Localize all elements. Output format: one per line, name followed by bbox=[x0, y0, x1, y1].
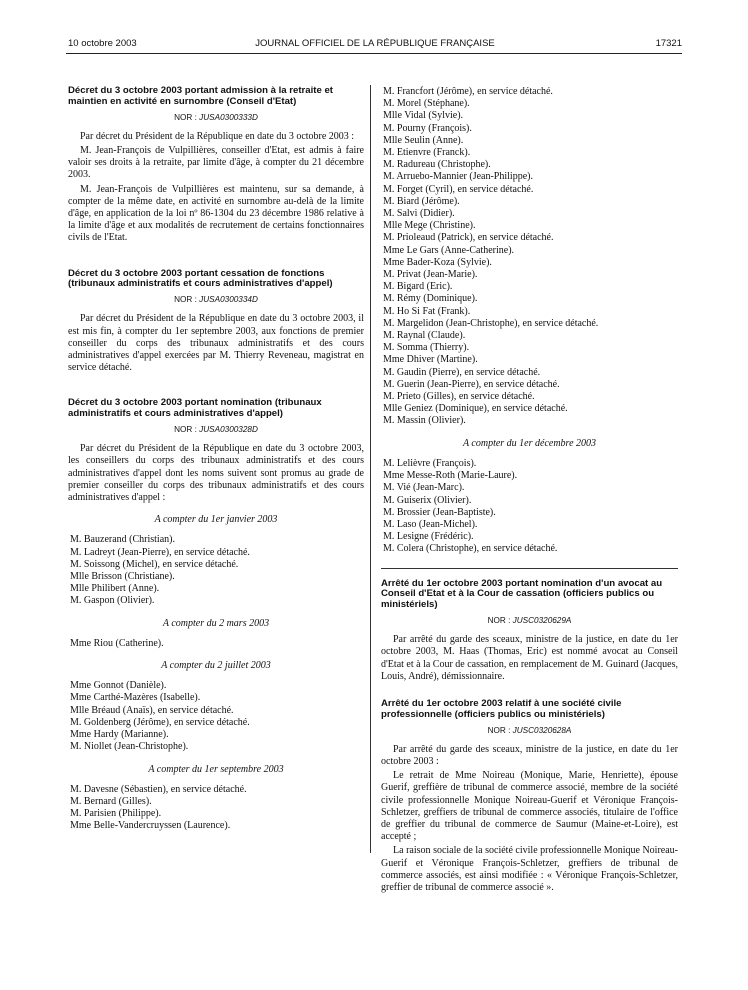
name-list bbox=[68, 784, 364, 833]
list-item: Mme Carthé-Mazères (Isabelle). bbox=[70, 692, 201, 704]
decree-title: Décret du 3 octobre 2003 portant nomination (tribunaux administratifs et cours administratives d'appel) bbox=[68, 397, 322, 420]
list-item: M. Goldenberg (Jérôme), en service détaché. bbox=[70, 716, 250, 728]
list-item: Mme Le Gars (Anne-Catherine). bbox=[383, 244, 515, 256]
name-list-continued bbox=[381, 86, 678, 428]
nor-label: NOR : bbox=[174, 295, 197, 305]
list-item: Mme Gonnot (Danièle). bbox=[70, 680, 167, 692]
list-item: M. Colera (Christophe), en service détaché. bbox=[383, 543, 558, 555]
effective-date-heading: A compter du 1er décembre 2003 bbox=[462, 437, 597, 449]
decree-title: Décret du 3 octobre 2003 portant admission à la retraite et maintien en activité en surnombre (Conseil d'Etat) bbox=[68, 85, 333, 107]
list-item: M. Somma (Thierry). bbox=[383, 342, 470, 354]
nor-code: JUSC0320628A bbox=[512, 725, 572, 735]
nor-code: JUSA0300333D bbox=[199, 112, 258, 122]
list-item: M. Guiserix (Olivier). bbox=[383, 494, 472, 506]
arrete-avocat bbox=[381, 579, 678, 683]
list-item: Mme Hardy (Marianne). bbox=[70, 729, 169, 741]
list-item: M. Gaudin (Pierre), en service détaché. bbox=[383, 366, 541, 378]
list-item: M. Radureau (Christophe). bbox=[383, 159, 491, 171]
list-item: M. Laso (Jean-Michel). bbox=[383, 518, 478, 530]
page-header bbox=[68, 38, 682, 54]
list-item: M. Guerin (Jean-Pierre), en service détaché. bbox=[383, 378, 560, 390]
decree-cessation bbox=[68, 269, 364, 375]
list-item: M. Bigard (Eric). bbox=[383, 281, 453, 293]
list-item: M. Morel (Stéphane). bbox=[383, 98, 470, 110]
section-divider bbox=[381, 568, 678, 569]
decree-nomination bbox=[68, 398, 364, 832]
effective-date-heading: A compter du 1er septembre 2003 bbox=[148, 763, 284, 775]
list-item: M. Privat (Jean-Marie). bbox=[383, 269, 478, 281]
list-item: M. Etienvre (Franck). bbox=[383, 147, 471, 159]
list-item: M. Salvi (Didier). bbox=[383, 208, 455, 220]
nor-reference bbox=[68, 294, 364, 306]
list-item: Mlle Philibert (Anne). bbox=[70, 583, 160, 595]
arrete-title: Arrêté du 1er octobre 2003 relatif à une société civile professionnelle (officiers publics ou ministériels) bbox=[381, 697, 622, 720]
list-item: Mlle Vidal (Sylvie). bbox=[383, 110, 464, 122]
effective-date-heading: A compter du 1er janvier 2003 bbox=[154, 514, 278, 526]
effective-date-heading: A compter du 2 mars 2003 bbox=[162, 617, 270, 629]
list-item: M. Massin (Olivier). bbox=[383, 415, 466, 427]
list-item: M. Margelidon (Jean-Christophe), en service détaché. bbox=[383, 317, 599, 329]
list-item: M. Pourny (François). bbox=[383, 122, 472, 134]
left-column bbox=[68, 86, 364, 833]
list-item: M. Parisien (Philippe). bbox=[70, 808, 162, 820]
list-item: M. Prieto (Gilles), en service détaché. bbox=[383, 391, 535, 403]
list-item: Mlle Mege (Christine). bbox=[383, 220, 476, 232]
list-item: M. Bauzerand (Christian). bbox=[70, 534, 175, 546]
list-item: M. Rémy (Dominique). bbox=[383, 293, 478, 305]
nor-label: NOR : bbox=[174, 425, 197, 435]
list-item: Mlle Geniez (Dominique), en service détaché. bbox=[383, 403, 568, 415]
right-column bbox=[381, 86, 678, 896]
list-item: Mme Riou (Catherine). bbox=[70, 637, 164, 649]
list-item: Mme Bader-Koza (Sylvie). bbox=[383, 256, 492, 268]
nor-label: NOR : bbox=[174, 112, 197, 122]
name-list bbox=[68, 534, 364, 607]
list-item: M. Vié (Jean-Marc). bbox=[383, 482, 465, 494]
list-item: M. Davesne (Sébastien), en service détaché. bbox=[70, 783, 247, 795]
list-item: M. Raynal (Claude). bbox=[383, 330, 466, 342]
list-item: M. Soissong (Michel), en service détaché. bbox=[70, 558, 239, 570]
paragraph: La raison sociale de la société civile professionnelle Monique Noireau-Guerif et Véronique François-Schletzer, greffiers de tribunal de commerce associés, est ainsi modifiée : « Véronique François-Schletzer, greffier de tribunal de commerce associé ». bbox=[381, 845, 678, 893]
header-date: 10 octobre 2003 bbox=[68, 38, 137, 49]
list-item: M. Lelièvre (François). bbox=[383, 457, 477, 469]
paragraph: Par décret du Président de la République en date du 3 octobre 2003, les conseillers du corps des tribunaux administratifs et des cours administratives d'appel dont les noms suivent sont promus au grade de premier conseiller du corps des tribunaux administratifs et des cours administratives d'appel : bbox=[68, 443, 364, 504]
header-rule bbox=[66, 53, 682, 54]
paragraph: M. Jean-François de Vulpillières est maintenu, sur sa demande, à compter de la même date, en activité en surnombre au-delà de la limite d'âge, en application de la loi nº 86-1304 du 23 décembre 1986 relative à la limite d'âge et aux modalités de recrutement de certains fonctionnaires civils de l'Etat. bbox=[68, 183, 364, 244]
paragraph: Le retrait de Mme Noireau (Monique, Marie, Henriette), épouse Guerif, greffière de tribunal de commerce associé, membre de la société civile professionnelle Monique Noireau-Guerif et Véronique François-Schletzer, greffiers de tribunal de commerce associés, titulaire de l'office de greffier du tribunal de commerce de Saumur (Maine-et-Loire), est accepté ; bbox=[381, 770, 678, 843]
list-item: M. Bernard (Gilles). bbox=[70, 795, 152, 807]
list-item: Mme Dhiver (Martine). bbox=[383, 354, 478, 366]
name-list bbox=[68, 680, 364, 753]
nor-label: NOR : bbox=[487, 725, 511, 735]
decree-retraite bbox=[68, 86, 364, 245]
list-item: M. Prioleaud (Patrick), en service détaché. bbox=[383, 232, 554, 244]
nor-reference bbox=[68, 112, 364, 124]
list-item: M. Forget (Cyril), en service détaché. bbox=[383, 183, 534, 195]
name-list bbox=[68, 638, 364, 650]
nor-reference bbox=[381, 725, 678, 737]
list-item: M. Francfort (Jérôme), en service détaché. bbox=[383, 86, 553, 97]
arrete-scp bbox=[381, 699, 678, 894]
nor-reference bbox=[381, 615, 678, 627]
list-item: M. Ho Si Fat (Frank). bbox=[383, 305, 471, 317]
nor-code: JUSC0320629A bbox=[512, 615, 572, 625]
paragraph: Par décret du Président de la République en date du 3 octobre 2003 : bbox=[80, 130, 355, 142]
arrete-title: Arrêté du 1er octobre 2003 portant nomination d'un avocat au Conseil d'Etat et à la Cour de cassation (officiers publics ou ministériels) bbox=[381, 577, 663, 611]
journal-title: JOURNAL OFFICIEL DE LA RÉPUBLIQUE FRANÇAISE bbox=[255, 38, 495, 49]
list-item: Mme Belle-Vandercruyssen (Laurence). bbox=[70, 820, 231, 832]
column-divider bbox=[370, 85, 371, 853]
list-item: M. Lesigne (Frédéric). bbox=[383, 531, 474, 543]
nor-code: JUSA0300334D bbox=[199, 295, 258, 305]
paragraph: M. Jean-François de Vulpillières, conseiller d'Etat, est admis à faire valoir ses droits à la retraite, par limite d'âge, à compter du 21 décembre 2003. bbox=[68, 145, 364, 181]
decree-title: Décret du 3 octobre 2003 portant cessation de fonctions (tribunaux administratifs et cours administratives d'appel) bbox=[68, 267, 333, 290]
list-item: M. Arruebo-Mannier (Jean-Philippe). bbox=[383, 171, 533, 183]
nor-reference bbox=[68, 424, 364, 436]
paragraph: Par décret du Président de la République en date du 3 octobre 2003, il est mis fin, à compter du 1er septembre 2003, aux fonctions de premier conseiller du corps des tribunaux administratifs et des cours administratives d'appel exercées par M. Thierry Reveneau, magistrat en service détaché. bbox=[68, 313, 364, 374]
effective-date-heading: A compter du 2 juillet 2003 bbox=[161, 660, 271, 672]
nor-code: JUSA0300328D bbox=[199, 425, 258, 435]
paragraph: Par arrêté du garde des sceaux, ministre de la justice, en date du 1er octobre 2003, M. Haas (Thomas, Eric) est nommé avocat au Conseil d'Etat et à la Cour de cassation, en remplacement de M. Guinard (Jacques, Louis, André), démissionnaire. bbox=[381, 634, 678, 682]
list-item: Mlle Seulin (Anne). bbox=[383, 134, 464, 146]
list-item: M. Niollet (Jean-Christophe). bbox=[70, 741, 189, 753]
nor-label: NOR : bbox=[487, 615, 511, 625]
list-item: M. Gaspon (Olivier). bbox=[70, 595, 155, 607]
list-item: M. Biard (Jérôme). bbox=[383, 195, 460, 207]
list-item: Mlle Brisson (Christiane). bbox=[70, 571, 175, 583]
list-item: M. Brossier (Jean-Baptiste). bbox=[383, 506, 496, 518]
list-item: M. Ladreyt (Jean-Pierre), en service détaché. bbox=[70, 546, 250, 558]
page-number: 17321 bbox=[655, 38, 682, 49]
list-item: Mme Messe-Roth (Marie-Laure). bbox=[383, 470, 518, 482]
list-item: Mlle Bréaud (Anaïs), en service détaché. bbox=[70, 704, 234, 716]
name-list bbox=[381, 458, 678, 556]
paragraph: Par arrêté du garde des sceaux, ministre de la justice, en date du 1er octobre 2003 : bbox=[381, 743, 678, 767]
